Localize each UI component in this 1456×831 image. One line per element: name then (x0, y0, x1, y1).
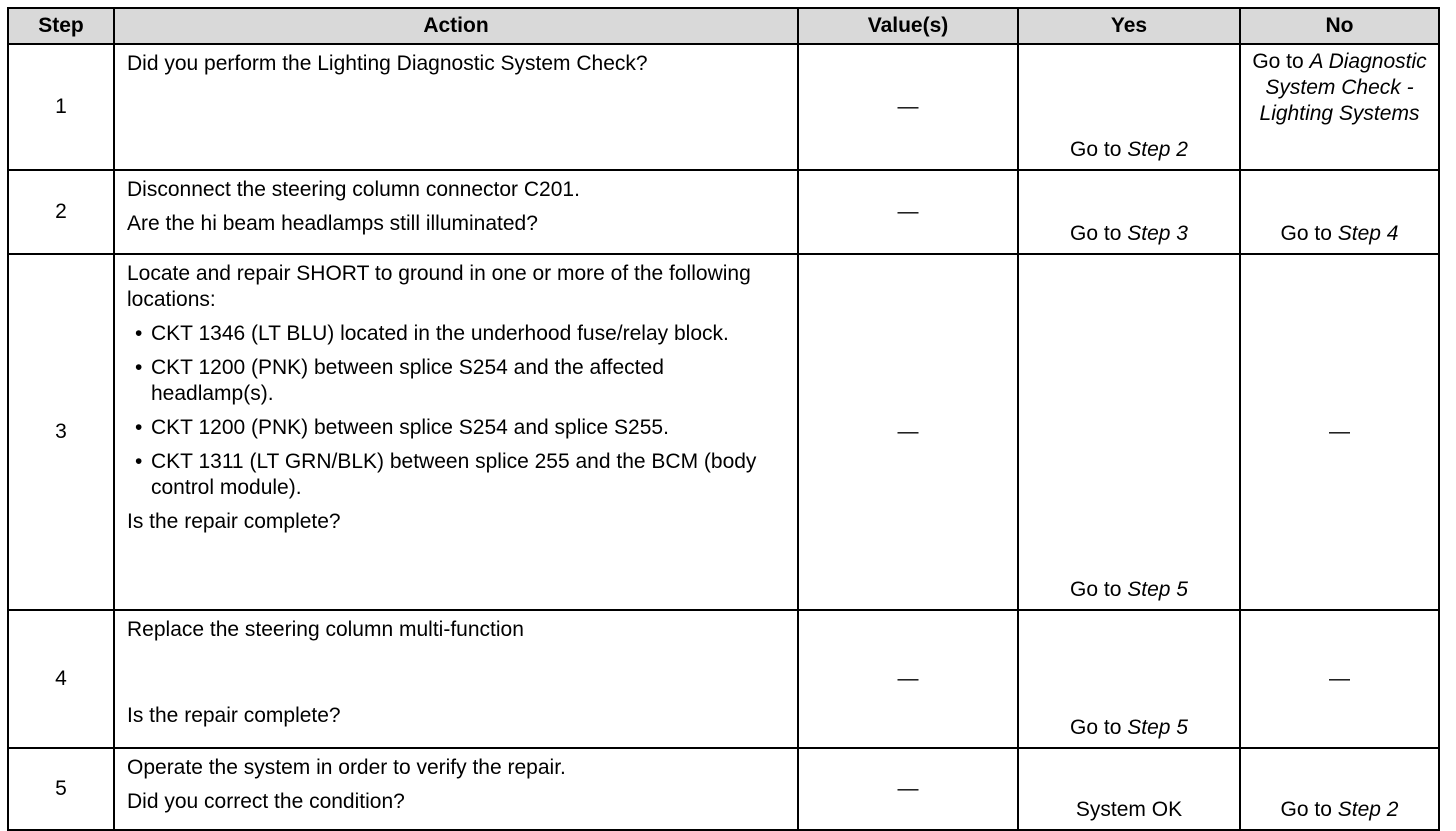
table-row (8, 254, 1439, 610)
list-item: • CKT 1346 (LT BLU) located in the underhood fuse/relay block. (127, 321, 787, 347)
header-yes: Yes (1018, 8, 1240, 44)
action-text: Did you perform the Lighting Diagnostic System Check? (127, 52, 648, 75)
list-item: • CKT 1200 (PNK) between splice S254 and the affected headlamp(s). (127, 355, 787, 407)
list-item: • CKT 1200 (PNK) between splice S254 and splice S255. (127, 415, 787, 441)
action-text: Disconnect the steering column connector C201. (127, 178, 580, 201)
yes-prefix: Go to (1070, 716, 1128, 739)
value-cell: — (798, 170, 1018, 254)
value-cell: — (798, 748, 1018, 830)
header-step: Step (8, 8, 114, 44)
action-cell (114, 610, 798, 748)
step-number: 1 (8, 44, 114, 170)
yes-prefix: Go to (1070, 578, 1128, 601)
header-values: Value(s) (798, 8, 1018, 44)
action-text: Locate and repair SHORT to ground in one or more of the following locations: (127, 262, 751, 311)
list-item: • CKT 1311 (LT GRN/BLK) between splice 255 and the BCM (body control module). (127, 449, 787, 501)
yes-link[interactable]: Step 5 (1127, 716, 1188, 739)
no-cell (1240, 170, 1439, 254)
no-prefix: Go to (1252, 50, 1310, 73)
header-no: No (1240, 8, 1439, 44)
no-cell: — (1240, 610, 1439, 748)
step-number: 5 (8, 748, 114, 830)
no-cell (1240, 748, 1439, 830)
yes-link[interactable]: Step 2 (1127, 138, 1188, 161)
yes-prefix: Go to (1070, 222, 1128, 245)
no-link[interactable]: Step 2 (1337, 798, 1399, 821)
action-text: Replace the steering column multi-function (127, 618, 524, 641)
action-cell (114, 44, 798, 170)
step-number: 4 (8, 610, 114, 748)
no-cell: — (1240, 254, 1439, 610)
action-question: Are the hi beam headlamps still illuminated? (127, 212, 538, 235)
no-link[interactable]: A Diagnostic System Check - Lighting Systems (1259, 50, 1427, 125)
action-cell (114, 254, 798, 610)
table-row (8, 170, 1439, 254)
action-question: Is the repair complete? (127, 510, 341, 533)
no-link[interactable]: Step 4 (1337, 222, 1399, 245)
location-list (127, 321, 787, 501)
table-row (8, 748, 1439, 830)
no-prefix: Go to (1280, 798, 1338, 821)
step-number: 2 (8, 170, 114, 254)
value-cell: — (798, 44, 1018, 170)
no-cell (1240, 44, 1439, 170)
yes-cell (1018, 44, 1240, 170)
table-row (8, 44, 1439, 170)
yes-link[interactable]: Step 3 (1127, 222, 1188, 245)
header-action: Action (114, 8, 798, 44)
no-prefix: Go to (1280, 222, 1338, 245)
yes-cell (1018, 610, 1240, 748)
step-number: 3 (8, 254, 114, 610)
yes-cell: System OK (1018, 748, 1240, 830)
value-cell: — (798, 254, 1018, 610)
action-question: Is the repair complete? (127, 704, 341, 727)
action-cell (114, 170, 798, 254)
table-row (8, 610, 1439, 748)
yes-cell (1018, 254, 1240, 610)
diagnostic-table (7, 7, 1440, 831)
yes-prefix: Go to (1070, 138, 1128, 161)
yes-cell (1018, 170, 1240, 254)
action-text: Operate the system in order to verify the repair. (127, 756, 566, 779)
yes-link[interactable]: Step 5 (1127, 578, 1188, 601)
value-cell: — (798, 610, 1018, 748)
action-question: Did you correct the condition? (127, 790, 405, 813)
action-cell (114, 748, 798, 830)
header-row (8, 8, 1439, 44)
spacer (127, 651, 787, 703)
